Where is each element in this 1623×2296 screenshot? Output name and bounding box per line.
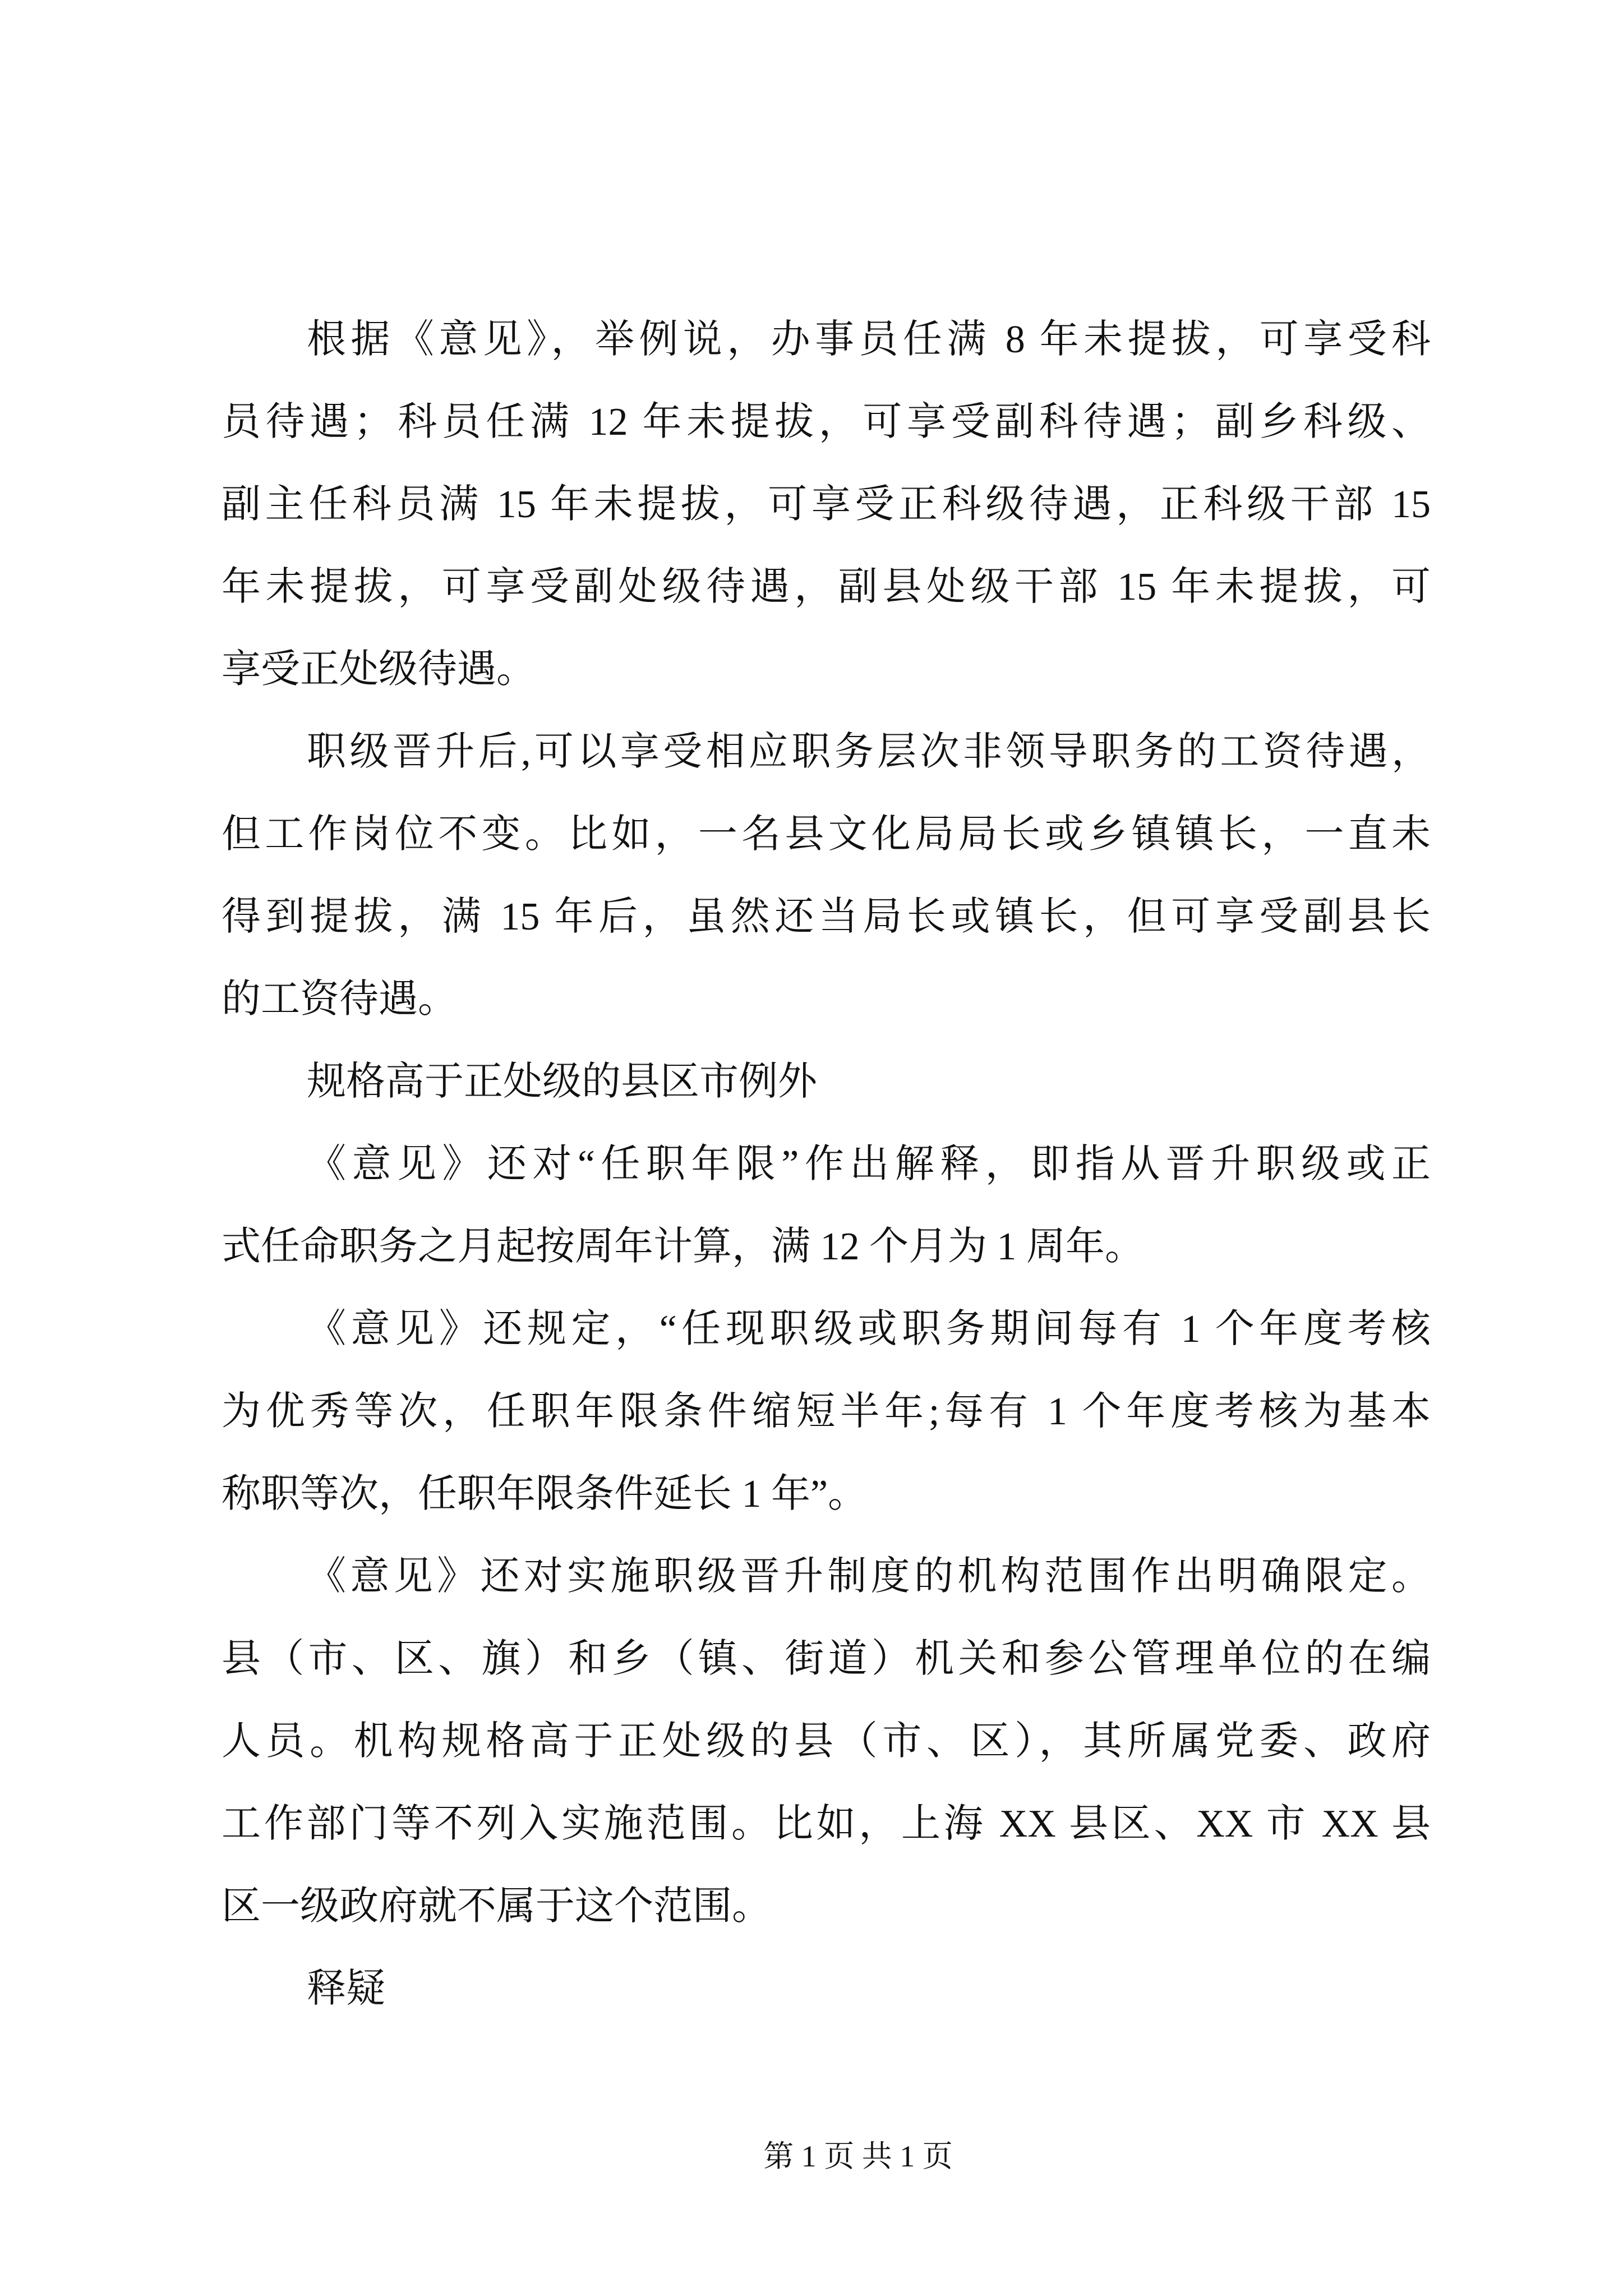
paragraph-line: 《意见》还对实施职级晋升制度的机构范围作出明确限定。 [307, 1555, 1431, 1598]
section-heading-exceptions [222, 1041, 1431, 1123]
paragraph-line: 得到提拔，满 15 年后，虽然还当局长或镇长，但可享受副县长 [222, 895, 1431, 938]
paragraph-promotion-examples [222, 298, 1431, 711]
paragraph-line: 职级晋升后,可以享受相应职务层次非领导职务的工资待遇， [307, 730, 1431, 774]
paragraph-tenure-definition [222, 1123, 1431, 1288]
paragraph-line: 人员。机构规格高于正处级的县（市、区），其所属党委、政府 [222, 1720, 1431, 1763]
paragraph-line: 县（市、区、旗）和乡（镇、街道）机关和参公管理单位的在编 [222, 1637, 1431, 1681]
paragraph-line: 副主任科员满 15 年未提拔，可享受正科级待遇，正科级干部 15 [222, 483, 1431, 526]
paragraph-line: 享受正处级待遇。 [222, 648, 536, 691]
paragraph-assessment-rules [222, 1288, 1431, 1535]
document-body [222, 298, 1431, 2030]
paragraph-line: 年未提拔，可享受副处级待遇，副县处级干部 15 年未提拔，可 [222, 565, 1431, 609]
section-heading: 规格高于正处级的县区市例外 [307, 1060, 817, 1103]
page-number-footer: 第 1 页 共 1 页 [763, 2139, 953, 2173]
paragraph-line: 但工作岗位不变。比如，一名县文化局局长或乡镇镇长，一直未 [222, 813, 1431, 856]
section-heading: 释疑 [307, 1967, 385, 2010]
section-heading-clarification [222, 1948, 1431, 2030]
paragraph-line: 区一级政府就不属于这个范围。 [222, 1885, 771, 1928]
paragraph-line: 工作部门等不列入实施范围。比如，上海 XX 县区、XX 市 XX 县 [222, 1802, 1431, 1846]
paragraph-salary-after-promotion [222, 711, 1431, 1041]
paragraph-line: 称职等次，任职年限条件延长 1 年”。 [222, 1473, 868, 1516]
paragraph-line: 的工资待遇。 [222, 978, 457, 1021]
paragraph-line: 为优秀等次，任职年限条件缩短半年;每有 1 个年度考核为基本 [222, 1390, 1431, 1433]
paragraph-line: 《意见》还对“任职年限”作出解释，即指从晋升职级或正 [307, 1143, 1431, 1186]
paragraph-line: 式任命职务之月起按周年计算，满 12 个月为 1 周年。 [222, 1225, 1144, 1268]
paragraph-scope-limits [222, 1535, 1431, 1948]
paragraph-line: 根据《意见》，举例说，办事员任满 8 年未提拔，可享受科 [307, 318, 1431, 361]
paragraph-line: 员待遇；科员任满 12 年未提拔，可享受副科待遇；副乡科级、 [222, 401, 1431, 444]
paragraph-line: 《意见》还规定，“任现职级或职务期间每有 1 个年度考核 [307, 1308, 1431, 1351]
